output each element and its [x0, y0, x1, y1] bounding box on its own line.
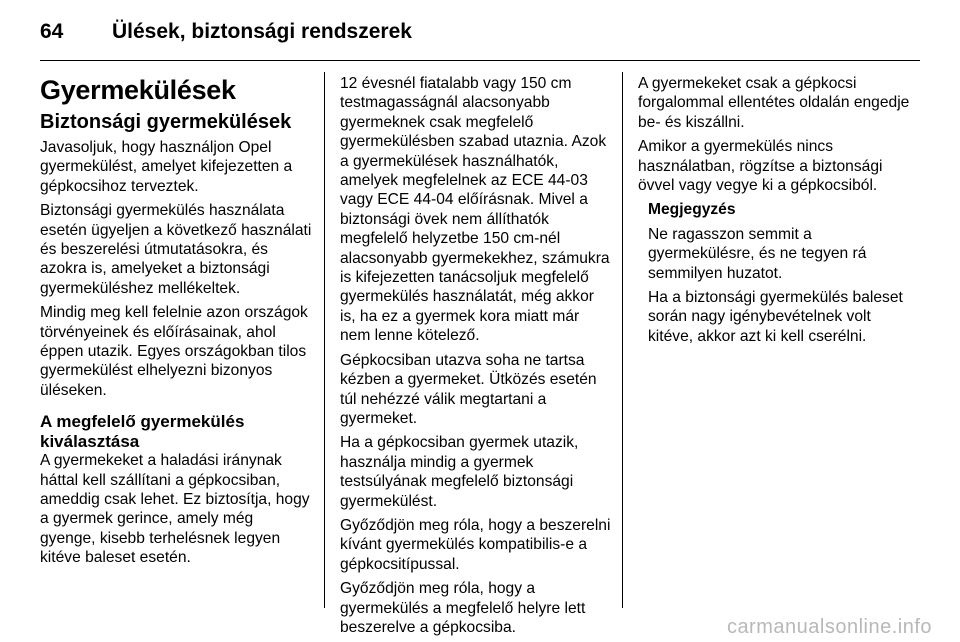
column-1 [40, 74, 312, 573]
paragraph: A gyermekeket a haladási iránynak háttal kell szállítani a gépkocsiban, ameddig csak lehet. Ez biztosítja, hogy a gyermek gerince, amely még gyenge, kisebb terhelésnek legyen kitéve baleset esetén. [40, 452, 310, 567]
section-title: Gyermekülések [40, 75, 236, 105]
column-divider-1 [324, 72, 325, 608]
note-paragraph: Ne ragasszon semmit a gyermekülésre, és ne tegyen rá semmilyen huzatot. [648, 225, 867, 282]
header-rule [40, 60, 920, 61]
chapter-title: Ülések, biztonsági rendszerek [112, 20, 412, 43]
paragraph: Ha a gépkocsiban gyermek utazik, használja mindig a gyermek testsúlyának megfelelő biztonsági gyermekülést. [340, 434, 579, 510]
paragraph: Javasoljuk, hogy használjon Opel gyermekülést, amelyet kifejezetten a gépkocsihoz terveztek. [40, 139, 293, 195]
paragraph: Mindig meg kell felelnie azon országok törvényeinek és előírásainak, ahol éppen utazik. Egyes országokban tilos gyermekülést elhelyezni bizonyos üléseken. [40, 304, 308, 399]
paragraph: A gyermekeket csak a gépkocsi forgalommal ellentétes oldalán engedje be- és kiszállni. [638, 75, 910, 131]
column-divider-2 [622, 72, 623, 608]
column-3 [638, 74, 920, 351]
paragraph: Győződjön meg róla, hogy a gyermekülés a megfelelő helyre lett beszerelve a gépkocsiba. [340, 580, 586, 636]
note-box [638, 200, 920, 346]
subsection-heading: A megfelelő gyermekülés kiválasztása [40, 412, 245, 451]
paragraph: Amikor a gyermekülés nincs használatban, rögzítse a biztonsági övvel vagy vegye ki a gépkocsiból. [638, 138, 883, 195]
page-number: 64 [40, 20, 64, 43]
page-header [40, 14, 920, 54]
column-2 [340, 74, 612, 642]
paragraph: Gépkocsiban utazva soha ne tartsa kézben a gyermeket. Ütközés esetén túl nehézzé válik megtartani a gyermeket. [340, 351, 597, 427]
paragraph: Biztonsági gyermekülés használata esetén ügyeljen a következő használati és beszerelési útmutatásokra, és azokra is, amelyeket a biztonsági gyermeküléshez mellékeltek. [40, 202, 312, 297]
subsection-title: Biztonsági gyermekülések [40, 111, 292, 133]
note-paragraph: Ha a biztonsági gyermekülés baleset során nagy igénybevételnek volt kitéve, akkor azt ki kell cserélni. [648, 289, 903, 345]
note-title: Megjegyzés [648, 201, 736, 219]
paragraph: 12 évesnél fiatalabb vagy 150 cm testmagasságnál alacsonyabb gyermeknek csak megfelelő gyermekülésben szabad utaznia. Azok a gyermekülések használhatók, amelyek megfelelnek az ECE 44-03 vagy ECE 44-04 előírásnak. Mivel a biztonsági övek nem állíthatók megfelelő helyzetbe 150 cm-nél alacsonyabb gyermekekhez, számukra is kifejezetten tanácsoljuk megfelelő gyermekülés használatát, még akkor is, ha ez a gyermek kora miatt már nem lenne kötelező. [340, 75, 610, 345]
watermark: carmanualsonline.info [726, 616, 932, 638]
paragraph: Győződjön meg róla, hogy a beszerelni kívánt gyermekülés kompatibilis-e a gépkocsitípussal. [340, 516, 611, 573]
